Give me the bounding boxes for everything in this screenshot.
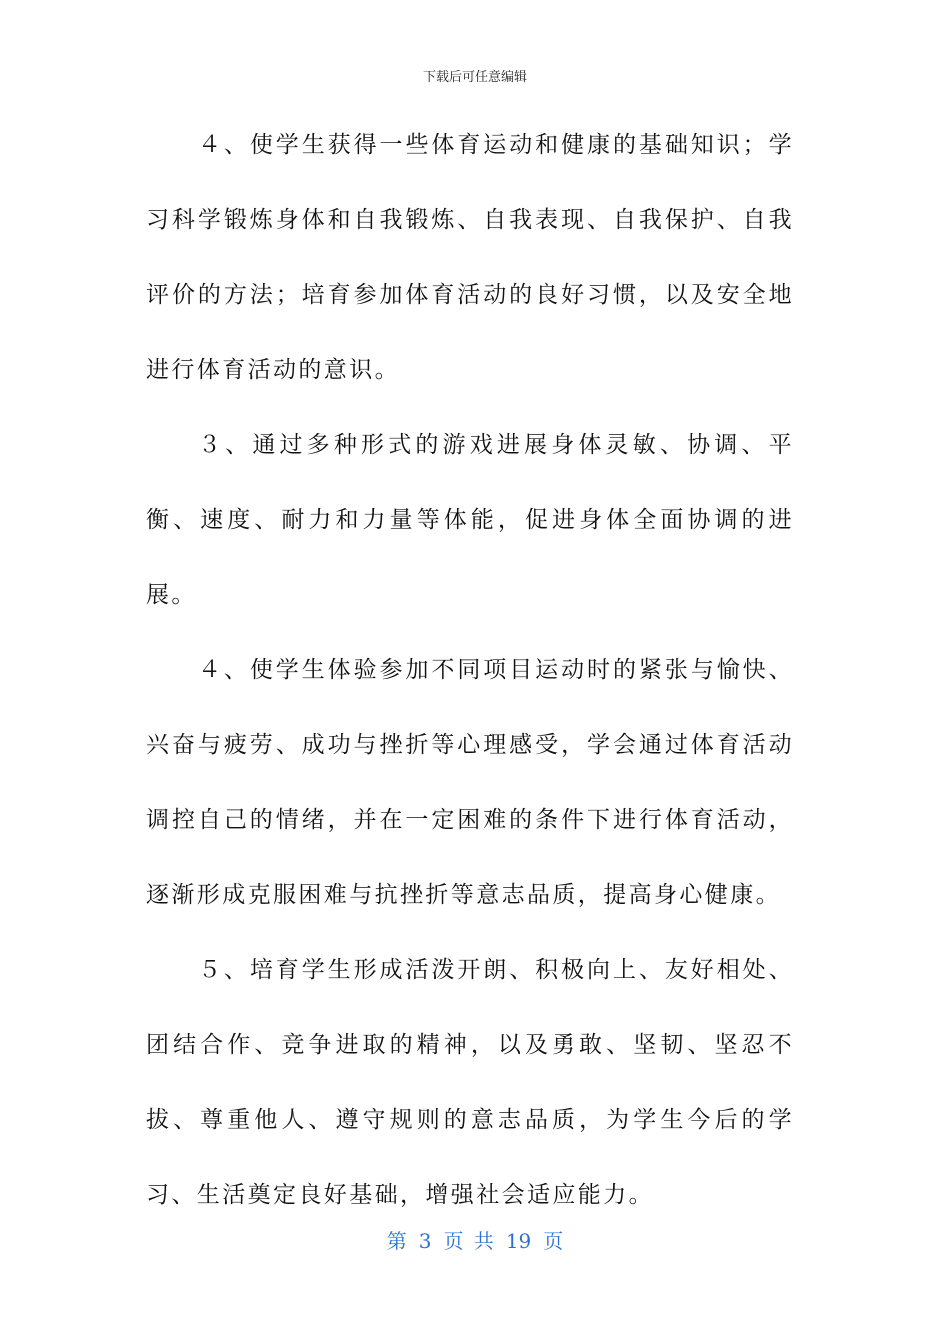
footer-total-pages: 19 xyxy=(505,1229,532,1253)
footer-label-page: 第 xyxy=(386,1229,407,1253)
paragraph-item-3-fitness: ３、通过多种形式的游戏进展身体灵敏、协调、平衡、速度、耐力和力量等体能，促进身体全面协调的进展。 xyxy=(146,432,794,608)
footer-current-page: 3 xyxy=(418,1229,432,1253)
document-body xyxy=(146,108,794,1233)
footer-label-of: 页 共 xyxy=(443,1229,494,1253)
paragraph-item-4-knowledge: ４、使学生获得一些体育运动和健康的基础知识；学习科学锻炼身体和自我锻炼、自我表现、自我保护、自我评价的方法；培育参加体育活动的良好习惯，以及安全地进行体育活动的意识。 xyxy=(146,132,794,383)
paragraph-item-5-character: ５、培育学生形成活泼开朗、积极向上、友好相处、团结合作、竞争进取的精神，以及勇敢、坚韧、坚忍不拔、尊重他人、遵守规则的意志品质，为学生今后的学习、生活奠定良好基础，增强社会适应能力。 xyxy=(146,957,794,1208)
page-footer xyxy=(0,1225,950,1254)
header-note: 下载后可任意编辑 xyxy=(422,70,527,85)
paragraph-item-4-emotion: ４、使学生体验参加不同项目运动时的紧张与愉快、兴奋与疲劳、成功与挫折等心理感受，学会通过体育活动调控自己的情绪，并在一定困难的条件下进行体育活动，逐渐形成克服困难与抗挫折等意志品质，提高身心健康。 xyxy=(146,657,794,908)
footer-label-pages: 页 xyxy=(543,1229,564,1253)
